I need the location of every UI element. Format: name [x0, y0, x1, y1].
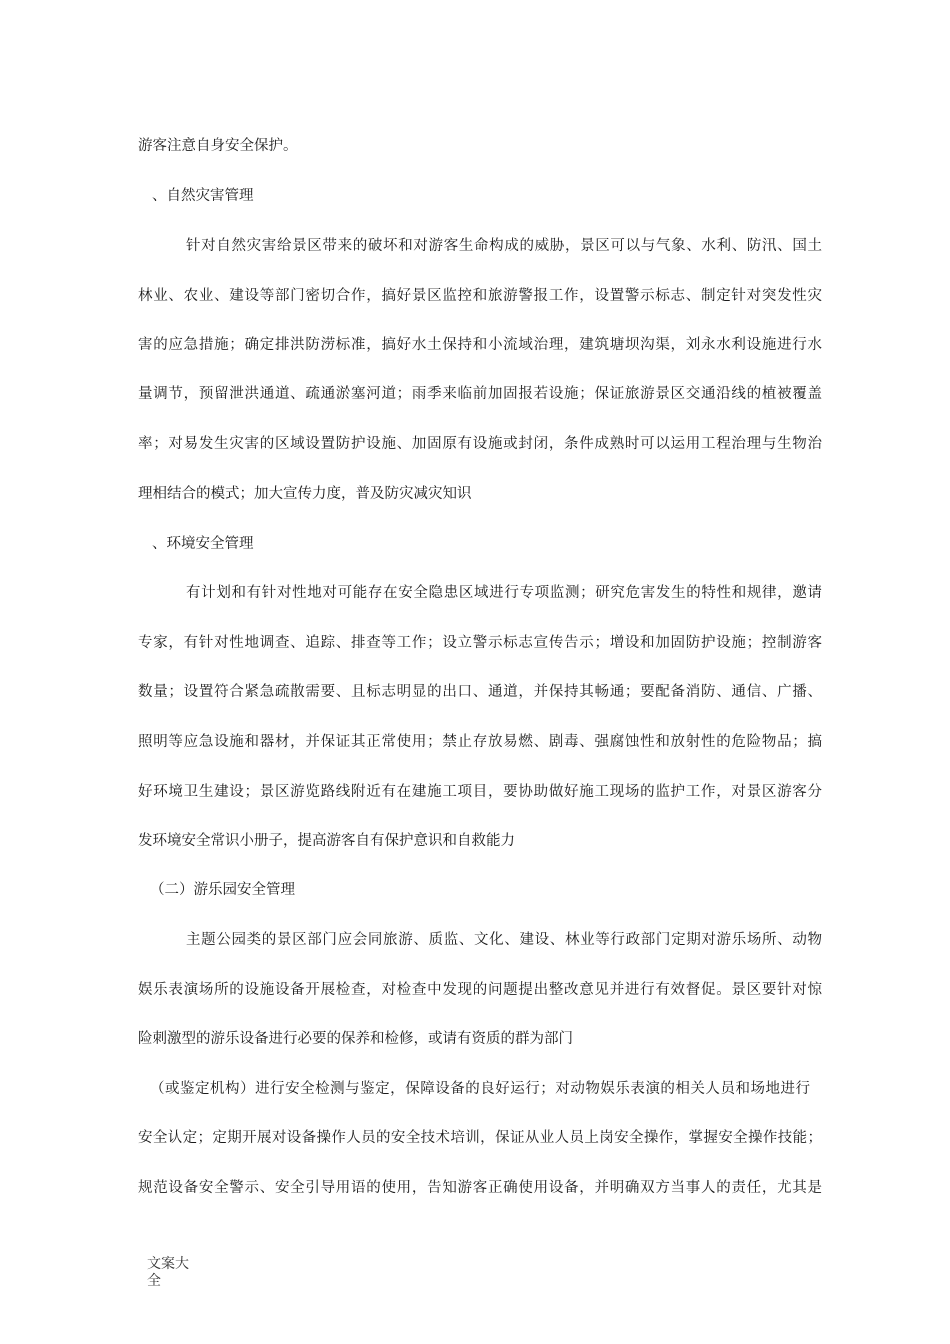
section-heading-amusement-park: （二）游乐园安全管理: [150, 882, 295, 898]
page-footer: 文案大全: [147, 1256, 189, 1289]
body-text-line: 发环境安全常识小册子，提高游客自有保护意识和自救能力: [138, 833, 515, 849]
body-text-line: （或鉴定机构）进行安全检测与鉴定，保障设备的良好运行；对动物娱乐表演的相关人员和场地进行: [150, 1081, 810, 1097]
paragraph-first-line: 针对自然灾害给景区带来的破坏和对游客生命构成的威胁，景区可以与气象、水利、防汛、国土: [186, 238, 822, 254]
section-heading-environment-safety: 、环境安全管理: [152, 536, 254, 552]
body-text-line: 照明等应急设施和器材，并保证其正常使用；禁止存放易燃、剧毒、强腐蚀性和放射性的危险物品；搞: [138, 734, 822, 750]
body-text-line: 游客注意自身安全保护。: [138, 138, 298, 154]
body-text-line: 安全认定；定期开展对设备操作人员的安全技术培训，保证从业人员上岗安全操作，掌握安全操作技能；: [138, 1130, 822, 1146]
paragraph-first-line: 有计划和有针对性地对可能存在安全隐患区域进行专项监测；研究危害发生的特性和规律，邀请: [186, 585, 822, 601]
section-heading-natural-disaster: 、自然灾害管理: [152, 188, 254, 204]
body-text-line: 量调节，预留泄洪通道、疏通淤塞河道；雨季来临前加固报若设施；保证旅游景区交通沿线的植被覆盖: [138, 386, 822, 402]
body-text-line: 险刺激型的游乐设备进行必要的保养和检修，或请有资质的群为部门: [138, 1031, 573, 1047]
body-text-line: 率；对易发生灾害的区域设置防护设施、加固原有设施或封闭，条件成熟时可以运用工程治理与生物治: [138, 436, 822, 452]
body-text-line: 害的应急措施；确定排洪防涝标准，搞好水土保持和小流域治理，建筑塘坝沟渠，刘永水利设施进行水: [138, 337, 822, 353]
paragraph-first-line: 主题公园类的景区部门应会同旅游、质监、文化、建设、林业等行政部门定期对游乐场所、动物: [186, 932, 822, 948]
body-text-line: 林业、农业、建设等部门密切合作，搞好景区监控和旅游警报工作，设置警示标志、制定针对突发性灾: [138, 288, 822, 304]
body-text-line: 娱乐表演场所的设施设备开展检查，对检查中发现的问题提出整改意见并进行有效督促。景区要针对惊: [138, 982, 822, 998]
body-text-line: 好环境卫生建设；景区游览路线附近有在建施工项目，要协助做好施工现场的监护工作，对景区游客分: [138, 784, 822, 800]
body-text-line: 规范设备安全警示、安全引导用语的使用，告知游客正确使用设备，并明确双方当事人的责任，尤其是: [138, 1180, 822, 1196]
body-text-line: 理相结合的模式；加大宣传力度，普及防灾减灾知识: [138, 486, 472, 502]
body-text-line: 数量；设置符合紧急疏散需要、且标志明显的出口、通道，并保持其畅通；要配备消防、通信、广播、: [138, 684, 822, 700]
body-text-line: 专家，有针对性地调查、追踪、排查等工作；设立警示标志宣传告示；增设和加固防护设施；控制游客: [138, 635, 822, 651]
